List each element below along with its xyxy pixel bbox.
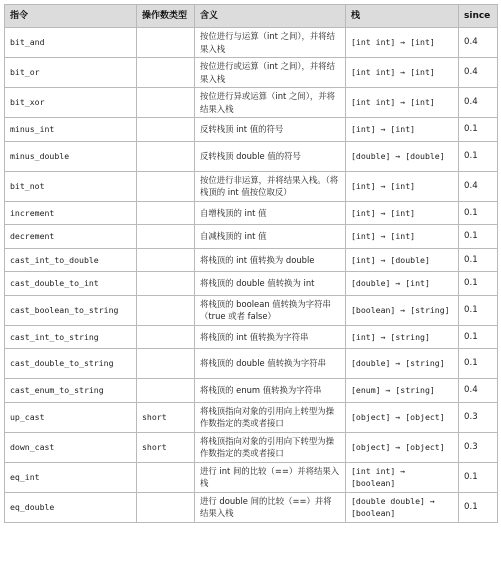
stack-cell: [double] → [string] bbox=[346, 349, 459, 379]
instruction-cell: bit_not bbox=[5, 171, 137, 201]
since-cell: 0.1 bbox=[459, 225, 498, 249]
stack-cell: [enum] → [string] bbox=[346, 379, 459, 403]
stack-cell: [int] → [int] bbox=[346, 171, 459, 201]
since-cell: 0.4 bbox=[459, 379, 498, 403]
operand-type-cell bbox=[137, 349, 195, 379]
instruction-cell: decrement bbox=[5, 225, 137, 249]
since-cell: 0.1 bbox=[459, 462, 498, 492]
operand-type-cell bbox=[137, 248, 195, 272]
stack-cell: [object] → [object] bbox=[346, 402, 459, 432]
since-cell: 0.3 bbox=[459, 402, 498, 432]
instruction-cell: bit_xor bbox=[5, 88, 137, 118]
meaning-cell: 反转栈顶 double 值的符号 bbox=[195, 141, 346, 171]
table-row bbox=[5, 248, 498, 272]
instruction-cell: increment bbox=[5, 201, 137, 225]
operand-type-cell bbox=[137, 225, 195, 249]
meaning-cell: 反转栈顶 int 值的符号 bbox=[195, 118, 346, 142]
table-row bbox=[5, 141, 498, 171]
meaning-cell: 按位进行或运算（int 之间），并将结果入栈 bbox=[195, 58, 346, 88]
operand-type-cell bbox=[137, 272, 195, 296]
stack-cell: [double] → [int] bbox=[346, 272, 459, 296]
stack-cell: [int] → [int] bbox=[346, 201, 459, 225]
since-cell: 0.1 bbox=[459, 201, 498, 225]
stack-cell: [int int] → [int] bbox=[346, 58, 459, 88]
stack-cell: [int] → [int] bbox=[346, 118, 459, 142]
meaning-cell: 按位进行非运算，并将结果入栈。（将栈顶的 int 值按位取反） bbox=[195, 171, 346, 201]
meaning-cell: 进行 int 间的比较（==）并将结果入栈 bbox=[195, 462, 346, 492]
stack-cell: [int] → [string] bbox=[346, 325, 459, 349]
stack-cell: [int int] → [int] bbox=[346, 28, 459, 58]
meaning-cell: 将栈顶指向对象的引用向下转型为操作数指定的类或者接口 bbox=[195, 432, 346, 462]
instruction-cell: minus_double bbox=[5, 141, 137, 171]
instruction-cell: minus_int bbox=[5, 118, 137, 142]
stack-cell: [boolean] → [string] bbox=[346, 295, 459, 325]
stack-cell: [double] → [double] bbox=[346, 141, 459, 171]
table-row bbox=[5, 225, 498, 249]
meaning-cell: 按位进行与运算（int 之间），并将结果入栈 bbox=[195, 28, 346, 58]
since-cell: 0.1 bbox=[459, 295, 498, 325]
table-row bbox=[5, 432, 498, 462]
operand-type-cell bbox=[137, 379, 195, 403]
operand-type-cell bbox=[137, 88, 195, 118]
table-row bbox=[5, 171, 498, 201]
table-row bbox=[5, 272, 498, 296]
table-row bbox=[5, 492, 498, 522]
since-cell: 0.1 bbox=[459, 248, 498, 272]
meaning-cell: 将栈顶的 int 值转换为字符串 bbox=[195, 325, 346, 349]
meaning-cell: 将栈顶的 enum 值转换为字符串 bbox=[195, 379, 346, 403]
header-operand-type: 操作数类型 bbox=[137, 5, 195, 28]
instruction-cell: cast_int_to_string bbox=[5, 325, 137, 349]
stack-cell: [int int] → [boolean] bbox=[346, 462, 459, 492]
header-stack: 栈 bbox=[346, 5, 459, 28]
table-row bbox=[5, 88, 498, 118]
stack-cell: [double double] → [boolean] bbox=[346, 492, 459, 522]
table-row bbox=[5, 201, 498, 225]
table-row bbox=[5, 402, 498, 432]
since-cell: 0.1 bbox=[459, 272, 498, 296]
instruction-cell: eq_int bbox=[5, 462, 137, 492]
table-row bbox=[5, 295, 498, 325]
table-row bbox=[5, 379, 498, 403]
meaning-cell: 自减栈顶的 int 值 bbox=[195, 225, 346, 249]
meaning-cell: 自增栈顶的 int 值 bbox=[195, 201, 346, 225]
header-since: since bbox=[459, 5, 498, 28]
meaning-cell: 将栈顶指向对象的引用向上转型为操作数指定的类或者接口 bbox=[195, 402, 346, 432]
instruction-table bbox=[4, 4, 498, 523]
since-cell: 0.1 bbox=[459, 141, 498, 171]
meaning-cell: 进行 double 间的比较（==）并将结果入栈 bbox=[195, 492, 346, 522]
stack-cell: [int] → [double] bbox=[346, 248, 459, 272]
instruction-cell: up_cast bbox=[5, 402, 137, 432]
since-cell: 0.4 bbox=[459, 171, 498, 201]
table-row bbox=[5, 462, 498, 492]
table-row bbox=[5, 325, 498, 349]
instruction-cell: cast_double_to_string bbox=[5, 349, 137, 379]
since-cell: 0.3 bbox=[459, 432, 498, 462]
instruction-cell: bit_or bbox=[5, 58, 137, 88]
operand-type-cell bbox=[137, 28, 195, 58]
table-body bbox=[5, 28, 498, 523]
table-header-row bbox=[5, 5, 498, 28]
header-instruction: 指令 bbox=[5, 5, 137, 28]
instruction-cell: eq_double bbox=[5, 492, 137, 522]
operand-type-cell bbox=[137, 462, 195, 492]
since-cell: 0.1 bbox=[459, 325, 498, 349]
instruction-cell: bit_and bbox=[5, 28, 137, 58]
operand-type-cell: short bbox=[137, 402, 195, 432]
table-row bbox=[5, 349, 498, 379]
operand-type-cell bbox=[137, 118, 195, 142]
since-cell: 0.1 bbox=[459, 492, 498, 522]
since-cell: 0.4 bbox=[459, 58, 498, 88]
instruction-cell: cast_boolean_to_string bbox=[5, 295, 137, 325]
since-cell: 0.4 bbox=[459, 28, 498, 58]
header-meaning: 含义 bbox=[195, 5, 346, 28]
table-row bbox=[5, 28, 498, 58]
table-row bbox=[5, 58, 498, 88]
since-cell: 0.1 bbox=[459, 349, 498, 379]
instruction-cell: cast_enum_to_string bbox=[5, 379, 137, 403]
meaning-cell: 将栈顶的 double 值转换为 int bbox=[195, 272, 346, 296]
table-row bbox=[5, 118, 498, 142]
operand-type-cell bbox=[137, 201, 195, 225]
stack-cell: [int int] → [int] bbox=[346, 88, 459, 118]
stack-cell: [object] → [object] bbox=[346, 432, 459, 462]
stack-cell: [int] → [int] bbox=[346, 225, 459, 249]
meaning-cell: 按位进行异或运算（int 之间），并将结果入栈 bbox=[195, 88, 346, 118]
operand-type-cell bbox=[137, 171, 195, 201]
meaning-cell: 将栈顶的 boolean 值转换为字符串（true 或者 false） bbox=[195, 295, 346, 325]
operand-type-cell bbox=[137, 295, 195, 325]
meaning-cell: 将栈顶的 int 值转换为 double bbox=[195, 248, 346, 272]
operand-type-cell: short bbox=[137, 432, 195, 462]
meaning-cell: 将栈顶的 double 值转换为字符串 bbox=[195, 349, 346, 379]
operand-type-cell bbox=[137, 58, 195, 88]
instruction-cell: cast_double_to_int bbox=[5, 272, 137, 296]
operand-type-cell bbox=[137, 492, 195, 522]
operand-type-cell bbox=[137, 325, 195, 349]
since-cell: 0.4 bbox=[459, 88, 498, 118]
instruction-cell: down_cast bbox=[5, 432, 137, 462]
instruction-cell: cast_int_to_double bbox=[5, 248, 137, 272]
since-cell: 0.1 bbox=[459, 118, 498, 142]
operand-type-cell bbox=[137, 141, 195, 171]
